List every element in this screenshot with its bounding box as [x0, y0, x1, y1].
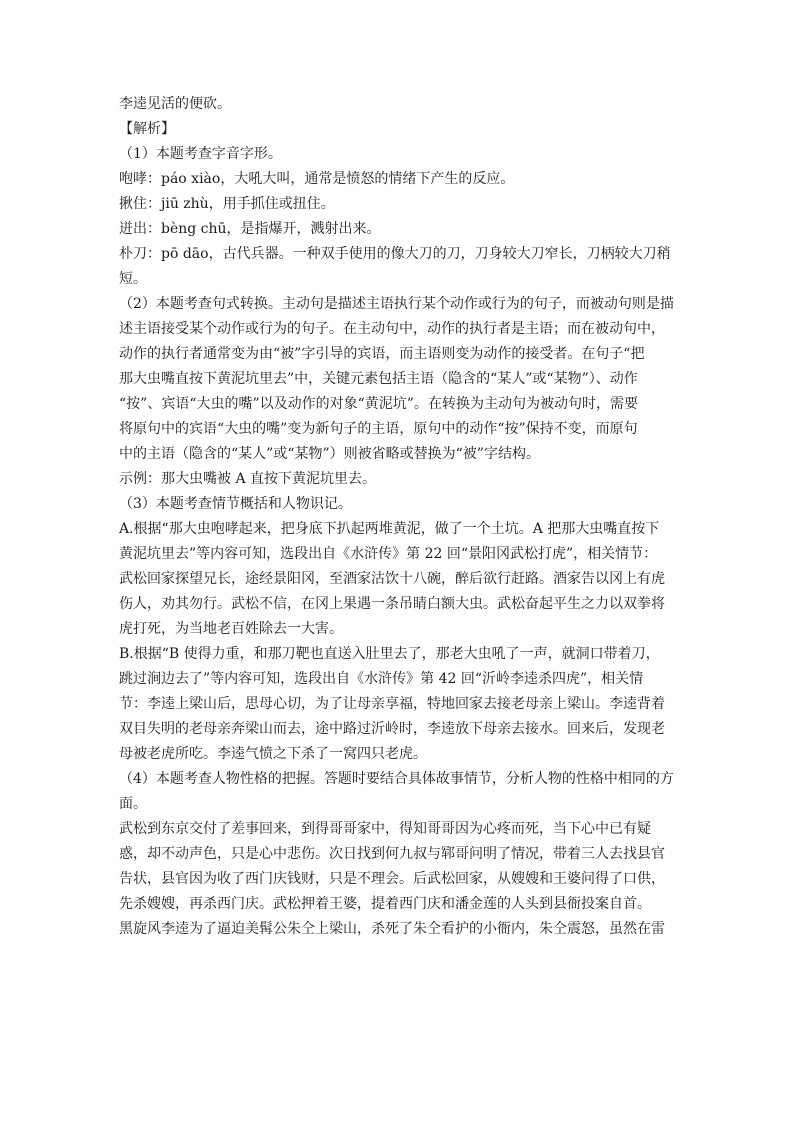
text-line: （1）本题考查字音字形。	[119, 146, 282, 162]
text-line: 黄泥坑里去”等内容可知，选段出自《水浒传》第 22 回“景阳冈武松打虎”，相关情节：	[119, 546, 658, 562]
text-line: 虎打死，为当地老百姓除去一大害。	[119, 621, 343, 637]
text-line: 示例：那大虫嘴被 A 直按下黄泥坑里去。	[119, 471, 377, 487]
text-line: 面。	[119, 796, 147, 812]
text-line: 武松到东京交付了差事回来，到得哥哥家中，得知哥哥因为心疼而死，当下心中已有疑	[119, 821, 651, 837]
text-line: 动作的执行者通常变为由“被”字引导的宾语，而主语则变为动作的接受者。在句子“把	[119, 346, 645, 362]
section-heading: 【解析】	[119, 121, 175, 137]
text-line: 将原句中的宾语“大虫的嘴”变为新句子的主语，原句中的动作“按”保持不变，而原句	[119, 421, 638, 437]
text-line: 短。	[119, 271, 147, 287]
text-line: 中的主语（隐含的“某人”或“某物”）则被省略或替换为“被”字结构。	[119, 446, 540, 462]
text-line: 惑，却不动声色，只是心中悲伤。次日找到何九叔与郓哥问明了情况，带着三人去找县官	[119, 846, 665, 862]
text-line: 告状，县官因为收了西门庆钱财，只是不理会。后武松回家，从嫂嫂和王婆问得了口供，	[119, 871, 665, 887]
text-line: 节：李逵上梁山后，思母心切，为了让母亲享福，特地回家去接老母亲上梁山。李逵背着	[119, 696, 665, 712]
text-line: 述主语接受某个动作或行为的句子。在主动句中，动作的执行者是主语；而在被动句中，	[119, 321, 665, 337]
text-line: 先杀嫂嫂，再杀西门庆。武松押着王婆，提着西门庆和潘金莲的人头到县衙投案自首。	[119, 896, 651, 912]
text-line: A.根据“那大虫咆哮起来，把身底下扒起两堆黄泥，做了一个土坑。A 把那大虫嘴直按下	[119, 521, 660, 537]
document-body	[119, 92, 679, 942]
text-line: 朴刀：pō dāo，古代兵器。一种双手使用的像大刀的刀，刀身较大刀窄长，刀柄较大刀稍	[119, 246, 671, 262]
text-line: 双目失明的老母亲奔梁山而去，途中路过沂岭时，李逵放下母亲去接水。回来后，发现老	[119, 721, 665, 737]
text-line: “按”、宾语“大虫的嘴”以及动作的对象“黄泥坑”。在转换为主动句为被动句时，需要	[119, 396, 638, 412]
text-line: 跳过涧边去了”等内容可知，选段出自《水浒传》第 42 回“沂岭李逵杀四虎”，相关情	[119, 671, 644, 687]
text-line: （3）本题考查情节概括和人物识记。	[119, 496, 352, 512]
text-line: 李逵见活的便砍。	[119, 96, 231, 112]
text-line: 武松回家探望兄长，途经景阳冈，至酒家沽饮十八碗，醉后欲行赶路。酒家告以冈上有虎	[119, 571, 665, 587]
text-line: （4）本题考查人物性格的把握。答题时要结合具体故事情节，分析人物的性格中相同的方	[119, 771, 674, 787]
text-line: 母被老虎所吃。李逵气愤之下杀了一窝四只老虎。	[119, 746, 427, 762]
text-line: （2）本题考查句式转换。主动句是描述主语执行某个动作或行为的句子，而被动句则是描	[119, 296, 674, 312]
text-line: 迸出：bèng chū，是指爆开，溅射出来。	[119, 221, 381, 237]
text-line: 那大虫嘴直按下黄泥坑里去”中，关键元素包括主语（隐含的“某人”或“某物”）、动作	[119, 371, 638, 387]
text-line: 伤人，劝其勿行。武松不信，在冈上果遇一条吊睛白额大虫。武松奋起平生之力以双拳将	[119, 596, 665, 612]
text-line: 黑旋风李逵为了逼迫美髯公朱仝上梁山，杀死了朱仝看护的小衙内，朱仝震怒，虽然在雷	[119, 921, 665, 937]
text-line: 咆哮：páo xiào，大吼大叫，通常是愤怒的情绪下产生的反应。	[119, 171, 515, 187]
text-line: 揪住：jiū zhù，用手抓住或扭住。	[119, 196, 335, 212]
text-line: B.根据“B 使得力重，和那刀靶也直送入肚里去了，那老大虫吼了一声，就洞口带着刀，	[119, 646, 660, 662]
